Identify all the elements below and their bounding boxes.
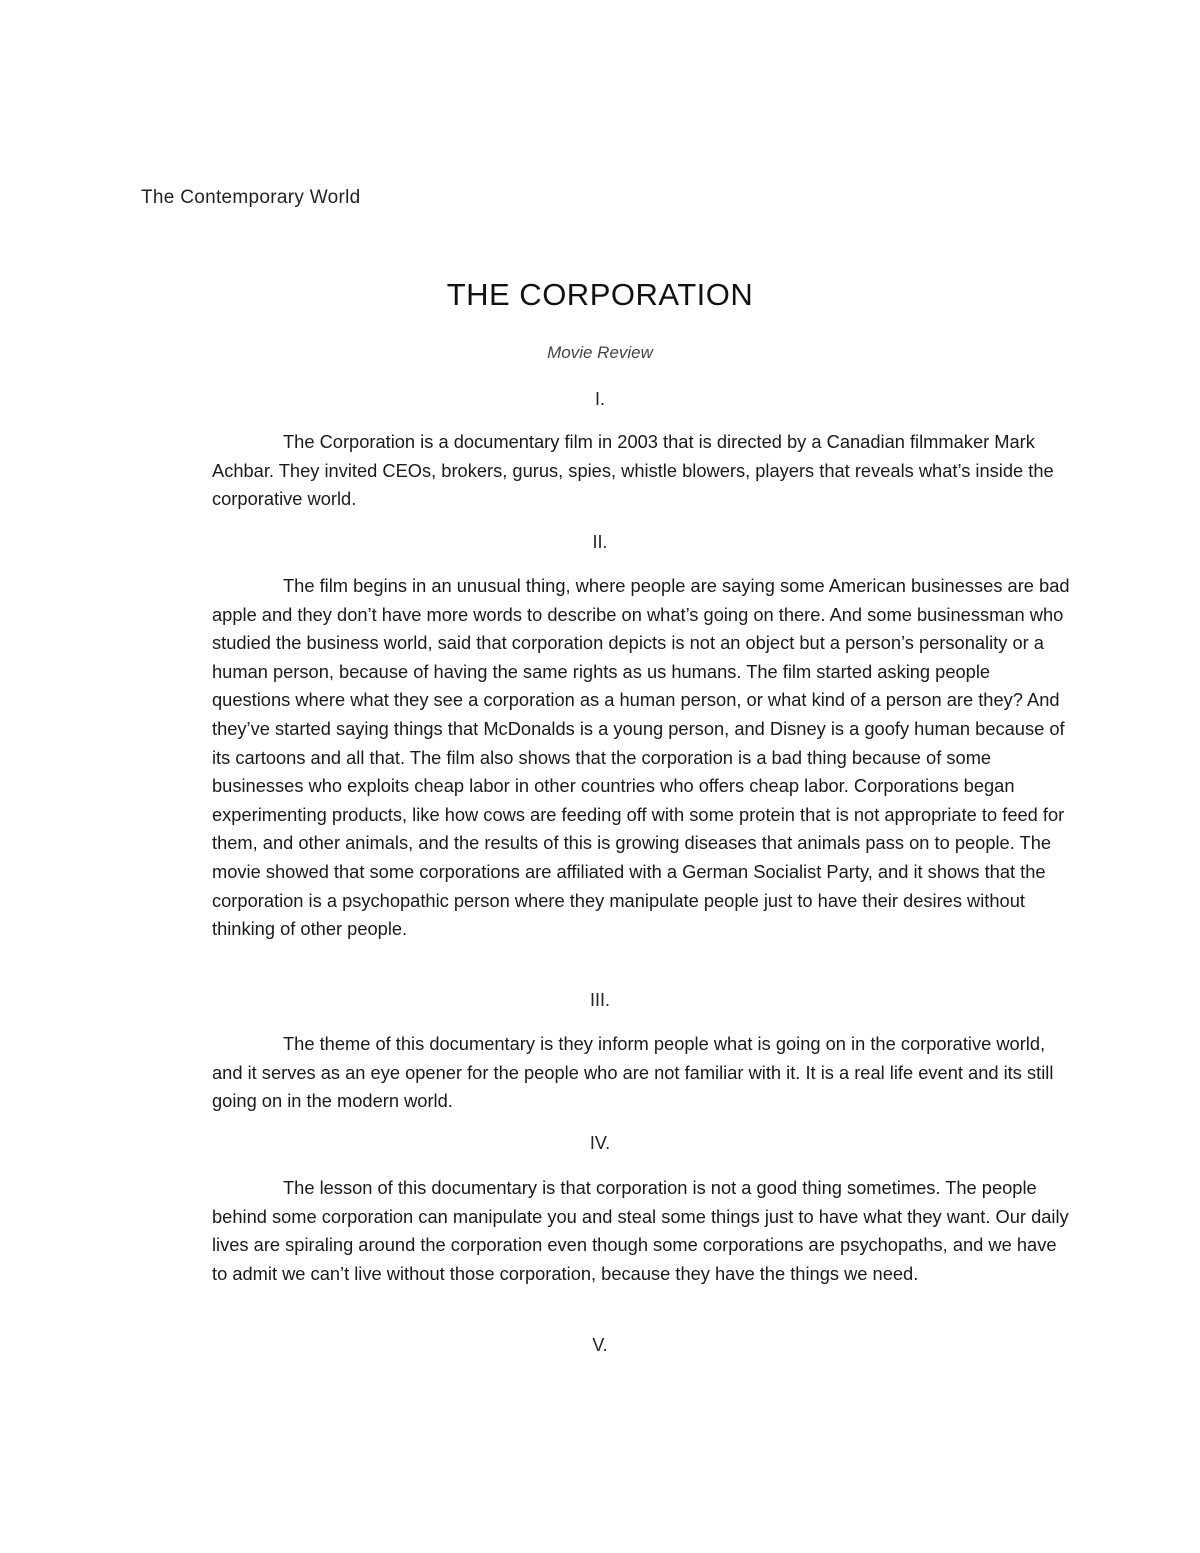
document-title: THE CORPORATION: [446, 277, 754, 312]
section-numeral-5: V.: [592, 1335, 608, 1355]
section-paragraph-4: The lesson of this documentary is that corporation is not a good thing sometimes. The people behind some corporation can manipulate you and steal some things just to have what they want. Our daily lives are spiraling around the corporation even though some corporations are psychopaths, and we have to admit we can’t live without those corporation, because they have the things we need.: [212, 1177, 1069, 1284]
section-numeral-4: IV.: [589, 1133, 611, 1153]
course-name: The Contemporary World: [141, 187, 361, 208]
section-paragraph-1: The Corporation is a documentary film in 2003 that is directed by a Canadian filmmaker Mark Achbar. They invited CEOs, brokers, gurus, spies, whistle blowers, players that reveals what’s inside the corporative world.: [212, 431, 1054, 510]
document-subtitle: Movie Review: [547, 343, 653, 362]
section-paragraph-3: The theme of this documentary is they inform people what is going on in the corporative world, and it serves as an eye opener for the people who are not familiar with it. It is a real life event and its still going on in the modern world.: [212, 1033, 1054, 1112]
section-numeral-1: I.: [594, 389, 605, 409]
section-numeral-3: III.: [589, 990, 610, 1010]
section-numeral-2: II.: [592, 532, 608, 552]
section-paragraph-2: The film begins in an unusual thing, where people are saying some American businesses are bad apple and they don’t have more words to describe on what’s going on there. And some businessman who studied the business world, said that corporation depicts is not an object but a person’s personality or a human person, because of having the same rights as us humans. The film started asking people questions where what they see a corporation as a human person, or what kind of a person are they? And they’ve started saying things that McDonalds is a young person, and Disney is a goofy human because of its cartoons and all that. The film also shows that the corporation is a bad thing because of some businesses who exploits cheap labor in other countries who offers cheap labor. Corporations began experimenting products, like how cows are feeding off with some protein that is not appropriate to feed for them, and other animals, and the results of this is growing diseases that animals pass on to people. The movie showed that some corporations are affiliated with a German Socialist Party, and it shows that the corporation is a psychopathic person where they manipulate people just to have their desires without thinking of other people.: [212, 575, 1070, 940]
